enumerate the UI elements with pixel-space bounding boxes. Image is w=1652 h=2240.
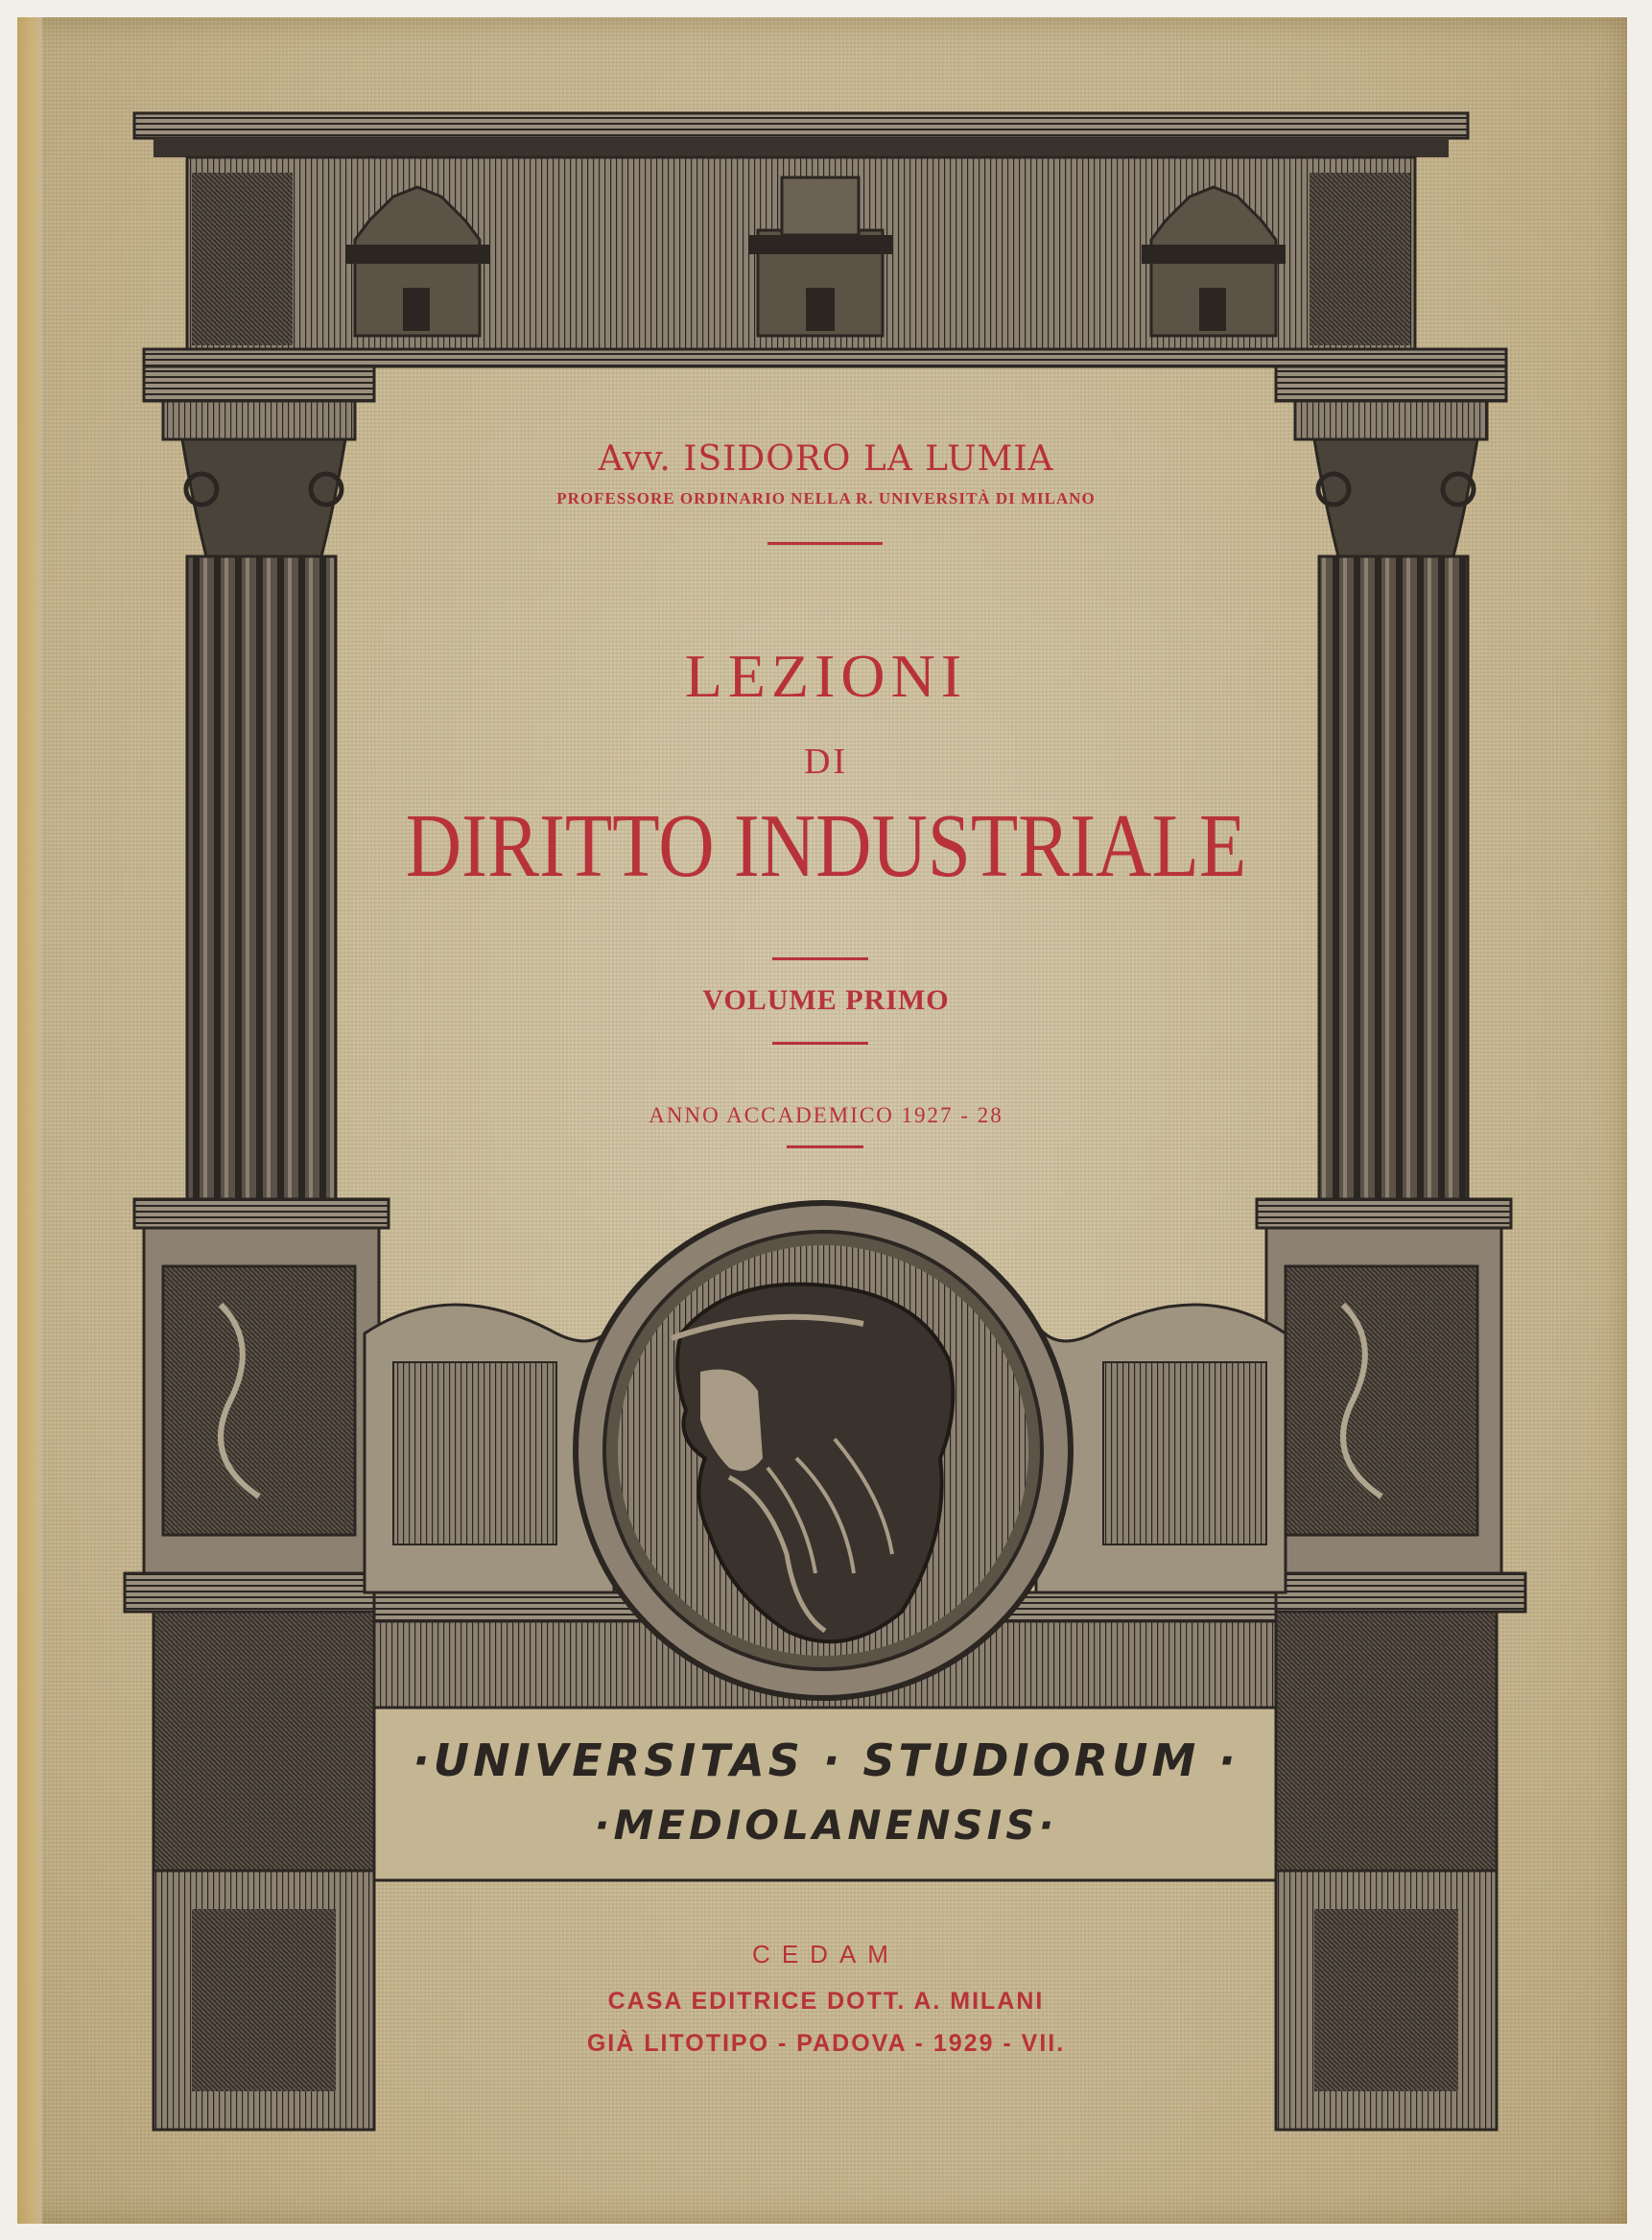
publisher-name: CEDAM bbox=[752, 1940, 900, 1969]
author-name: Avv. ISIDORO LA LUMIA bbox=[598, 439, 1054, 479]
title-line-2: DI bbox=[803, 742, 849, 782]
title-line-1: LEZIONI bbox=[684, 642, 968, 710]
right-column bbox=[1247, 366, 1525, 2130]
publisher-line-3: GIÀ LITOTIPO - PADOVA - 1929 - VII. bbox=[586, 2030, 1066, 2057]
divider bbox=[772, 957, 868, 960]
divider bbox=[787, 1145, 863, 1148]
left-column bbox=[125, 366, 403, 2130]
top-entablature bbox=[134, 113, 1506, 366]
divider bbox=[772, 1042, 868, 1045]
motto-line-2: ·MEDIOLANENSIS· bbox=[594, 1802, 1058, 1849]
author-title: PROFESSORE ORDINARIO NELLA R. UNIVERSITÀ DI MILANO bbox=[556, 489, 1096, 507]
publisher-line-2: CASA EDITRICE DOTT. A. MILANI bbox=[607, 1988, 1045, 2015]
divider bbox=[767, 542, 883, 545]
volume-label: VOLUME PRIMO bbox=[702, 984, 950, 1016]
motto-line-1: ·UNIVERSITAS · STUDIORUM · bbox=[413, 1734, 1239, 1786]
title-line-3: DIRITTO INDUSTRIALE bbox=[405, 796, 1247, 896]
portrait-medallion bbox=[576, 1203, 1071, 1698]
academic-year: ANNO ACCADEMICO 1927 - 28 bbox=[649, 1103, 1003, 1127]
